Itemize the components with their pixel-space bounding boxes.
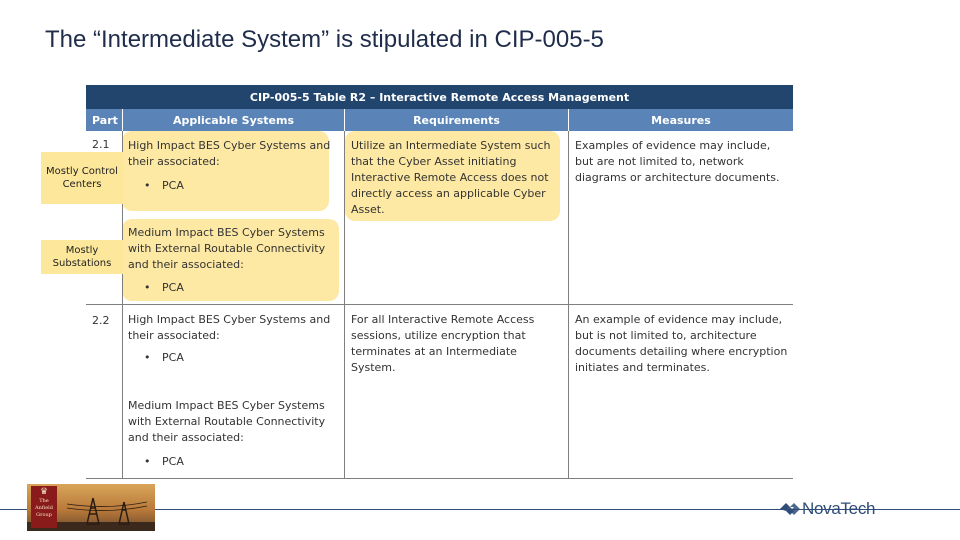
header-applicable-systems: Applicable Systems — [123, 109, 344, 131]
column-divider — [344, 131, 345, 479]
column-divider — [568, 131, 569, 479]
measure-text: Examples of evidence may include, but are not limited to, network diagrams or architecture documents. — [575, 139, 780, 184]
bullet-item: • PCA — [144, 351, 184, 364]
anfield-logo-text: The Anfield Group — [35, 498, 53, 518]
bullet-item: • PCA — [144, 281, 184, 294]
slide-title: The “Intermediate System” is stipulated in CIP-005-5 — [45, 26, 604, 53]
requirement-text: For all Interactive Remote Access sessions, utilize encryption that terminates at an Intermediate System. — [351, 313, 535, 374]
anfield-crest: ♛ The Anfield Group — [31, 486, 57, 528]
bullet-text: PCA — [162, 351, 184, 364]
part-number: 2.2 — [92, 314, 110, 327]
bullet-text: PCA — [162, 281, 184, 294]
bullet-item: • PCA — [144, 179, 184, 192]
callout-substations: Mostly Substations — [41, 240, 123, 274]
table-bottom-rule — [86, 478, 793, 479]
novatech-wordmark: NovaTech — [802, 499, 876, 518]
part-number: 2.1 — [92, 138, 110, 151]
systems-high-impact: High Impact BES Cyber Systems and their associated: — [128, 313, 331, 342]
measure-text: An example of evidence may include, but is not limited to, architecture documents detailing where encryption initiates and terminates. — [575, 313, 788, 374]
header-measures: Measures — [569, 109, 793, 131]
bullet-text: PCA — [162, 455, 184, 468]
systems-high-impact: High Impact BES Cyber Systems and their associated: — [128, 139, 331, 168]
systems-medium-impact: Medium Impact BES Cyber Systems with External Routable Connectivity and their associated: — [128, 399, 326, 444]
table-caption: CIP-005-5 Table R2 – Interactive Remote Access Management — [86, 85, 793, 109]
requirements-table — [86, 85, 793, 479]
bullet-text: PCA — [162, 179, 184, 192]
anfield-group-logo — [27, 484, 155, 531]
header-requirements: Requirements — [345, 109, 568, 131]
novatech-diamond-icon — [780, 502, 800, 516]
header-part: Part — [86, 109, 122, 131]
bullet-item: • PCA — [144, 455, 184, 468]
row-divider — [86, 304, 793, 305]
novatech-logo — [780, 498, 875, 520]
systems-medium-impact: Medium Impact BES Cyber Systems with External Routable Connectivity and their associated: — [128, 226, 326, 271]
requirement-text: Utilize an Intermediate System such that the Cyber Asset initiating Interactive Remote Access does not directly access an applicable Cyber Asset. — [351, 139, 551, 216]
callout-control-centers: Mostly Control Centers — [41, 152, 123, 204]
